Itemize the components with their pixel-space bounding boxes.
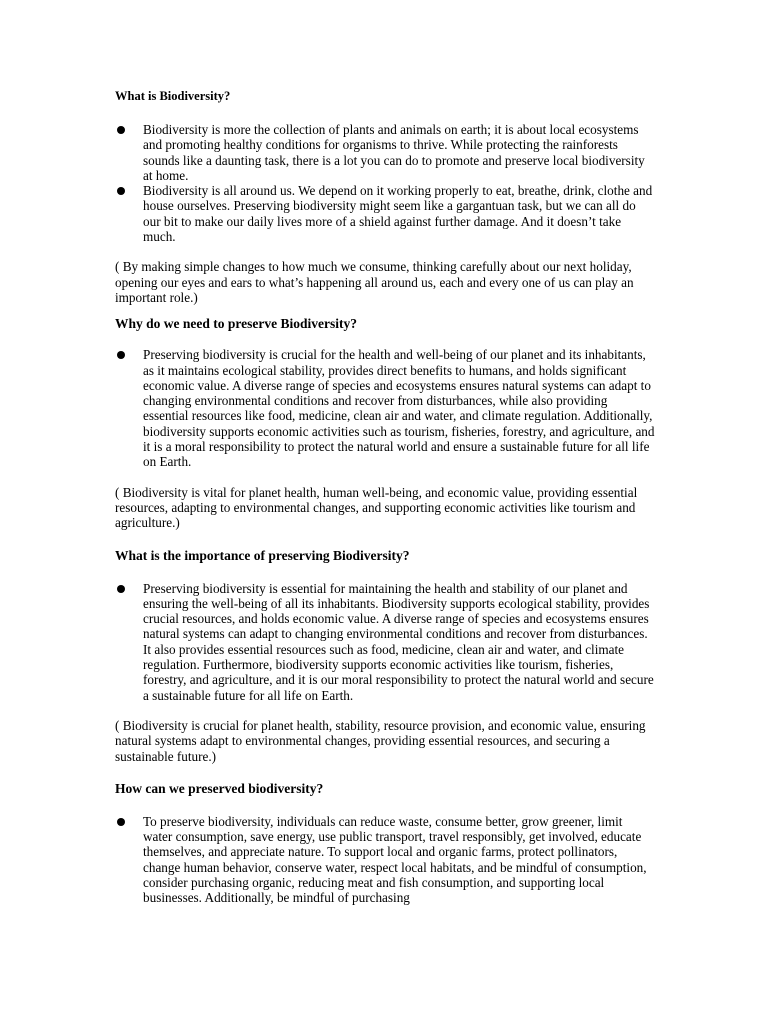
summary-note: ( Biodiversity is crucial for planet health, stability, resource provision, and economic value, ensuring natural systems adapt to environmental changes, providing essential resources, and securing a sustainable future.) bbox=[115, 717, 646, 764]
list-item bbox=[115, 814, 655, 906]
summary-note: ( Biodiversity is vital for planet health, human well-being, and economic value, providing essential resources, adapting to environmental changes, and supporting economic activities like tourism and agriculture.) bbox=[115, 484, 638, 531]
bullet-list bbox=[115, 122, 655, 244]
bullet-text: To preserve biodiversity, individuals can reduce waste, consume better, grow greener, limit water consumption, save energy, use public transport, travel responsibly, get involved, educate themselves, and appreciate nature. To support local and organic farms, protect pollinators, change human behavior, conserve water, respect local habitats, and be mindful of consumption, consider purchasing organic, reducing meat and fish consumption, and supporting local businesses. Additionally, be mindful of purchasing bbox=[143, 813, 647, 906]
section-heading: How can we preserved biodiversity? bbox=[115, 780, 324, 796]
bullet-icon bbox=[117, 187, 125, 195]
bullet-text: Biodiversity is all around us. We depend on it working properly to eat, breathe, drink, clothe and house ourselves. Preserving biodiversity might seem like a gargantuan task, but we can all do our bit to make our daily lives more of a shield against further damage. And it doesn’t take much. bbox=[143, 183, 653, 245]
bullet-list bbox=[115, 347, 655, 469]
bullet-list bbox=[115, 581, 655, 703]
list-item bbox=[115, 183, 655, 244]
section-heading: Why do we need to preserve Biodiversity? bbox=[115, 316, 357, 332]
list-item bbox=[115, 122, 655, 183]
bullet-text: Preserving biodiversity is crucial for the health and well-being of our planet and its inhabitants, as it maintains ecological stability, provides direct benefits to humans, and holds significant economic value. A diverse range of species and ecosystems ensures natural systems can adapt to changing environmental conditions and recover from disturbances, while also providing essential resources like food, medicine, clean air and water, and climate regulation. Additionally, biodiversity supports economic activities such as tourism, fisheries, forestry, and agriculture, and it is a moral responsibility to protect the natural world and ensure a sustainable future for all life on Earth. bbox=[143, 347, 655, 470]
section-heading: What is the importance of preserving Biodiversity? bbox=[115, 547, 410, 563]
list-item bbox=[115, 347, 655, 469]
bullet-icon bbox=[117, 585, 125, 593]
list-item bbox=[115, 581, 655, 703]
document-body bbox=[115, 88, 655, 906]
bullet-icon bbox=[117, 126, 125, 134]
bullet-text: Biodiversity is more the collection of plants and animals on earth; it is about local ecosystems and promoting healthy conditions for organisms to thrive. While protecting the rainforests sounds like a daunting task, there is a lot you can do to promote and preserve local biodiversity at home. bbox=[143, 122, 645, 183]
bullet-icon bbox=[117, 351, 125, 359]
section-heading: What is Biodiversity? bbox=[115, 89, 231, 103]
bullet-list bbox=[115, 814, 655, 906]
bullet-icon bbox=[117, 818, 125, 826]
summary-note: ( By making simple changes to how much we consume, thinking carefully about our next holiday, opening our eyes and ears to what’s happening all around us, each and every one of us can play an important role.) bbox=[115, 259, 634, 305]
bullet-text: Preserving biodiversity is essential for maintaining the health and stability of our planet and ensuring the well-being of all its inhabitants. Biodiversity supports ecological stability, provides crucial resources, and holds economic value. A diverse range of species and ecosystems ensures natural systems can adapt to changing environmental conditions and recover from disturbances. It also provides essential resources such as food, medicine, clean air and water, and climate regulation. Furthermore, biodiversity supports economic activities like tourism, fisheries, forestry, and agriculture, and it is our moral responsibility to protect the natural world and secure a sustainable future for all life on Earth. bbox=[143, 580, 654, 703]
